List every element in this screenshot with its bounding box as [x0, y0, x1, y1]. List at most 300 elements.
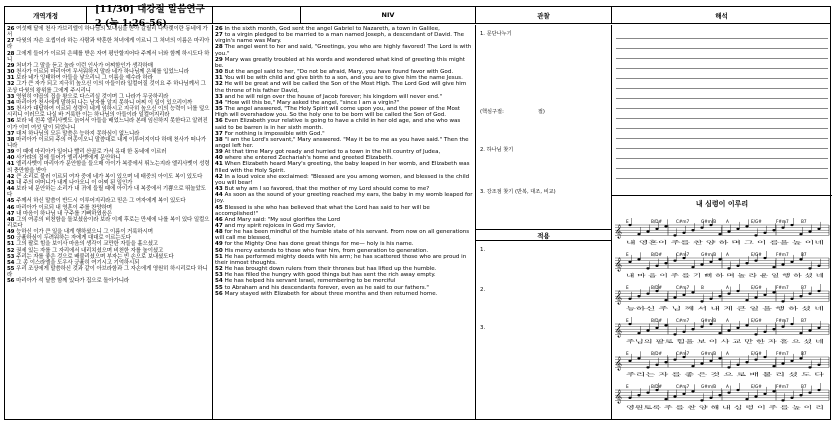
note-head: [637, 394, 640, 396]
verse-text: 그가 큰 자가 되고 지극히 높으신 이의 아들이라 일컬어질 것이요 주 하나님께서 그 조상 다윗의 왕위를 그에게 주시리니: [7, 81, 206, 94]
verse-number: 47: [215, 223, 225, 229]
note-head: [781, 399, 784, 401]
note-head: [646, 267, 649, 269]
chord-symbol: B/D#: [651, 285, 663, 290]
verse-number: 51: [7, 241, 17, 248]
note-head: [817, 327, 820, 329]
note-head: [637, 233, 640, 235]
note-head: [808, 292, 811, 294]
note-head: [754, 234, 757, 236]
verse: [7, 51, 210, 63]
note-head: [754, 259, 757, 261]
verse-text: But the angel said to her, "Do not be afraid, Mary, you have found favor with God.: [224, 69, 454, 76]
music-staves: [612, 209, 832, 414]
verse-number: 49: [7, 229, 17, 236]
verse-number: 50: [215, 247, 225, 254]
note-head: [799, 332, 802, 334]
writing-line: [616, 89, 828, 99]
verse-number: 45: [7, 198, 17, 205]
note-head: [727, 267, 730, 269]
verse: [215, 174, 473, 186]
note-head: [781, 263, 784, 265]
note-head: [763, 393, 766, 395]
note-head: [772, 291, 775, 293]
verse-number: 31: [7, 75, 17, 82]
chord-symbol: B7: [801, 318, 807, 323]
verse-text: Mary was greatly troubled at his words and wondered what kind of greeting this might be.: [215, 56, 465, 69]
note-head: [664, 361, 667, 363]
verse-number: 42: [7, 173, 17, 180]
note-head: [790, 224, 793, 226]
verse-number: 27: [7, 38, 17, 45]
chord-symbol: F#m7: [776, 285, 789, 290]
note-head: [727, 292, 730, 294]
writing-line: [616, 99, 828, 109]
verse-number: 48: [7, 216, 17, 223]
note-head: [763, 232, 766, 234]
verse-number: 51: [215, 253, 225, 260]
verse-number: 35: [215, 106, 225, 113]
chord-symbol: G#m/B: [701, 384, 717, 389]
verse-text: For nothing is impossible with God.": [224, 130, 325, 137]
note-head: [727, 366, 730, 368]
verse-text: for the Mighty One has done great things for me— holy is his name.: [224, 241, 414, 248]
note-head: [736, 228, 739, 230]
note-head: [718, 295, 721, 297]
verse-text: 그의 팔로 힘을 보이사 마음의 생각이 교만한 자들을 흩으셨고: [16, 241, 159, 248]
verse: [7, 118, 210, 130]
verse-number: 33: [215, 93, 225, 100]
chord-symbol: G#m/B: [701, 219, 717, 224]
verse-text: 대저 하나님의 모든 말씀은 능하지 못하심이 없느니라: [16, 130, 140, 137]
note-head: [700, 362, 703, 364]
chord-symbol: F#m7: [776, 219, 789, 224]
verse-text: to Abraham and his descendants forever, even as he said to our fathers.": [224, 284, 429, 291]
verse-number: 38: [7, 136, 17, 143]
note-head: [772, 365, 775, 367]
verse-text: He will be great and will be called the Son of the Most High. The Lord God will give him the throne of his father David,: [215, 81, 467, 94]
note-head: [736, 327, 739, 329]
chord-symbol: A: [726, 318, 729, 323]
verse-text: 그의 여종의 비천함을 돌보셨음이라 보라 이제 후로는 만세에 나를 복이 있다 일컬으리로다: [7, 216, 210, 229]
note-head: [646, 391, 649, 393]
verse-number: 35: [7, 106, 17, 113]
note-head: [799, 258, 802, 260]
writing-line: [616, 59, 828, 69]
chord-symbol: B/D#: [651, 318, 663, 323]
verse: [215, 137, 473, 149]
chord-symbol: E: [626, 318, 629, 323]
verse-number: 29: [7, 62, 17, 69]
verse-number: 41: [215, 161, 225, 168]
note-head: [655, 327, 658, 329]
chord-symbol: A: [726, 252, 729, 257]
note-head: [673, 395, 676, 397]
chord-symbol: C#m7: [676, 351, 690, 356]
note-head: [673, 259, 676, 261]
verse-text: 여섯째 달에 천사 가브리엘이 하나님의 보내심을 받아 갈릴리 나사렛이란 동네에 가서: [7, 26, 208, 39]
verse: [215, 57, 473, 69]
note-head: [700, 226, 703, 228]
chord-symbol: G#m/B: [701, 318, 717, 323]
note-head: [799, 357, 802, 359]
writing-line: [616, 39, 828, 49]
verse-number: 30: [215, 69, 225, 76]
note-head: [628, 360, 631, 362]
verse-number: 31: [215, 75, 225, 82]
note-head: [682, 393, 685, 395]
korean-text-column: [5, 25, 213, 419]
chord-symbol: F#m7: [776, 384, 789, 389]
chord-symbol: B/D#: [651, 219, 663, 224]
chord-symbol: C#m7: [676, 219, 690, 224]
chord-symbol: F#m7: [776, 252, 789, 257]
verse-text: 주께서 하신 말씀이 반드시 이루어지리라고 믿은 그 여자에게 복이 있도다: [16, 198, 186, 205]
verse-text: 긍휼하심이 두려워하는 자에게 대대로 이르는도다: [16, 235, 131, 242]
note-head: [781, 325, 784, 327]
verse-number: 34: [7, 99, 17, 106]
verse-text: Mary stayed with Elizabeth for about three months and then returned home.: [224, 290, 438, 297]
verse-number: 37: [7, 130, 17, 137]
chord-symbol: G#m/B: [701, 252, 717, 257]
interpretation-lines: [616, 29, 828, 179]
observation-column: [476, 25, 612, 419]
verse: [215, 161, 473, 173]
note-head: [655, 228, 658, 230]
verse-text: And Mary said: "My soul glorifies the Lord: [224, 216, 341, 223]
observation-header: 관찰: [476, 7, 612, 23]
lyric-line: 영원토록 주 를 찬 양 해 내 심 령 이 주 를 높 이 리: [626, 406, 727, 411]
verse-text: where she entered Zechariah's home and greeted Elizabeth.: [224, 155, 393, 162]
verse-text: As soon as the sound of your greeting reached my ears, the baby in my womb leaped for joy.: [215, 192, 473, 205]
verse-number: 42: [215, 173, 225, 180]
verse-number: 49: [215, 241, 225, 248]
chord-symbol: E/G#: [751, 318, 762, 323]
verse-number: 36: [7, 118, 17, 125]
verse: [215, 106, 473, 118]
paragraph-division-section: [476, 27, 611, 40]
note-head: [790, 360, 793, 362]
verse: [7, 278, 210, 284]
lyric-line: 능하신 주 님 께 서 내 게 큰 일 을 행 하 셨 네: [626, 307, 716, 312]
note-head: [745, 225, 748, 227]
verse-number: 52: [215, 266, 225, 273]
note-head: [628, 397, 631, 399]
verse-number: 50: [7, 235, 17, 242]
writing-line: [616, 149, 828, 159]
writing-line: [616, 69, 828, 79]
verse-number: 30: [7, 69, 17, 76]
note-head: [808, 267, 811, 269]
verse-text: 사가랴의 집에 들어가 엘리사벳에게 문안하니: [16, 155, 121, 162]
note-head: [700, 399, 703, 401]
note-head: [763, 356, 766, 358]
chord-symbol: B7: [801, 219, 807, 224]
verse-text: He has helped his servant Israel, remembering to be merciful: [224, 278, 396, 285]
chord-symbol: F#m7: [776, 318, 789, 323]
note-head: [727, 391, 730, 393]
verse-text: 다윗의 자손 요셉이라 하는 사람과 약혼한 처녀에게 이르니 그 처녀의 이름은 마리아라: [7, 38, 210, 51]
note-head: [736, 290, 739, 292]
verse-number: 43: [215, 186, 225, 193]
verse-number: 41: [7, 161, 17, 168]
note-head: [799, 394, 802, 396]
note-head: [664, 398, 667, 400]
chord-symbol: F#m7: [776, 351, 789, 356]
chord-symbol: A: [726, 351, 729, 356]
chord-symbol: E: [626, 219, 629, 224]
verse-text: and he will reign over the house of Jacob forever; his kingdom will never end.": [224, 93, 443, 100]
note-head: [691, 291, 694, 293]
chord-symbol: B7: [801, 285, 807, 290]
key-verse-end: 절): [537, 109, 545, 115]
verse-text: In a loud voice she exclaimed: "Blessed are you among women, and blessed is the child you will bear!: [215, 173, 470, 186]
key-verse-label: (핵심구절:: [480, 109, 504, 115]
note-head: [682, 294, 685, 296]
note-head: [817, 228, 820, 230]
note-head: [691, 266, 694, 268]
verse: [7, 38, 210, 50]
find-god-label: 2. 하나님 찾기: [480, 147, 514, 153]
verse-text: 마리아가 이르되 주의 여종이오니 말씀대로 내게 이루어지이다 하매 천사가 떠나가니라: [7, 136, 207, 149]
note-head: [637, 295, 640, 297]
verse-number: 55: [215, 284, 225, 291]
verse: [7, 81, 210, 93]
verse-number: 32: [7, 81, 17, 88]
note-head: [664, 225, 667, 227]
note-head: [655, 389, 658, 391]
chord-symbol: A: [726, 384, 729, 389]
verse-text: 영원히 야곱의 집을 왕으로 다스리실 것이며 그 나라가 무궁하리라: [16, 93, 169, 100]
verse-text: 천사가 대답하여 이르되 성령이 네게 임하시고 지극히 높으신 이의 능력이 너를 덮으시리니 이러므로 나실 바 거룩한 이는 하나님의 아들이라 일컬어지리라: [7, 106, 210, 119]
note-head: [718, 357, 721, 359]
verse-text: 처녀가 그 말을 듣고 놀라 이런 인사가 어찌함인가 생각하매: [16, 62, 153, 69]
note-head: [682, 356, 685, 358]
writing-line: [616, 159, 828, 169]
note-head: [745, 262, 748, 264]
chord-symbol: E/G#: [751, 384, 762, 389]
note-head: [673, 358, 676, 360]
verse-text: 마리아가 천사에게 말하되 나는 남자를 알지 못하니 어찌 이 일이 있으리이까: [16, 99, 193, 106]
verse: [215, 32, 473, 44]
note-head: [736, 364, 739, 366]
note-head: [754, 395, 757, 397]
note-head: [790, 323, 793, 325]
note-head: [781, 300, 784, 302]
note-head: [691, 328, 694, 330]
note-head: [646, 292, 649, 294]
verse: [215, 205, 473, 217]
note-head: [745, 398, 748, 400]
verse-text: and my spirit rejoices in God my Savior,: [224, 223, 336, 229]
note-head: [691, 229, 694, 231]
verse-text: He has performed mighty deeds with his arm; he has scattered those who are proud in their inmost thoughts.: [215, 253, 467, 266]
verse: [215, 118, 473, 130]
verse-text: for he has been mindful of the humble state of his servant. From now on all generations will call me blessed,: [215, 229, 470, 242]
note-head: [655, 290, 658, 292]
note-head: [646, 366, 649, 368]
note-head: [700, 263, 703, 265]
note-head: [799, 295, 802, 297]
verse: [215, 81, 473, 93]
verse-number: 44: [7, 186, 17, 193]
note-head: [817, 265, 820, 267]
lyric-line: 내 영혼이 주를 찬 양 하 며 그 이 름을 높 이네: [626, 241, 718, 246]
verse-text: 천사가 이르되 마리아여 무서워하지 말라 네가 하나님께 은혜를 입었느니라: [16, 69, 189, 76]
verse-text: "How will this be," Mary asked the angel, "since I am a virgin?": [224, 99, 400, 106]
chord-symbol: C#m7: [676, 285, 690, 290]
chord-symbol: E/G#: [751, 252, 762, 257]
verse-text: 주리는 자를 좋은 것으로 배불리셨으며 부자는 빈 손으로 보내셨도다: [16, 253, 174, 260]
verse-text: At that time Mary got ready and hurried to a town in the hill country of Judea,: [224, 149, 441, 156]
note-head: [682, 331, 685, 333]
verse: [7, 217, 210, 229]
note-head: [673, 234, 676, 236]
verse: [215, 291, 473, 297]
verse-number: 46: [215, 216, 225, 223]
note-head: [799, 233, 802, 235]
note-head: [637, 332, 640, 334]
verse-text: 마리아가 석 달쯤 함께 있다가 집으로 돌아가니라: [16, 278, 129, 285]
chord-symbol: B7: [801, 384, 807, 389]
note-head: [736, 389, 739, 391]
note-head: [628, 298, 631, 300]
find-god-section: [476, 143, 611, 156]
chord-symbol: C#m7: [676, 384, 690, 389]
chord-symbol: E: [626, 384, 629, 389]
verse-text: Blessed is she who has believed that what the Lord has said to her will be accomplished!": [215, 204, 430, 217]
verse-text: When Elizabeth heard Mary's greeting, the baby leaped in her womb, and Elizabeth was filled with the Holy Spirit.: [215, 161, 470, 174]
verse-number: 28: [215, 44, 225, 51]
note-head: [664, 324, 667, 326]
interpretation-header: 해석: [715, 11, 728, 20]
verse-number: 27: [215, 32, 225, 39]
note-head: [808, 230, 811, 232]
verse-number: 55: [7, 266, 17, 273]
note-head: [718, 332, 721, 334]
note-head: [727, 230, 730, 232]
note-head: [763, 294, 766, 296]
application-item-3: 3.: [480, 325, 486, 331]
application-item-2: 2.: [480, 287, 486, 293]
verse-text: 권세 있는 자를 그 자리에서 내리치셨으며 비천한 자를 높이셨고: [16, 247, 164, 254]
interpretation-column: [612, 25, 832, 419]
verse-number: 53: [7, 253, 17, 260]
hymn-title: 내 심령이 이루리: [695, 200, 749, 208]
page-title: [11/30] 대강절 말씀연구 2 (눅 1:26-56): [87, 7, 213, 23]
verse-number: 36: [215, 118, 225, 125]
verse-text: The angel went to her and said, "Greetings, you who are highly favored! The Lord is with you.": [215, 44, 472, 57]
chord-symbol: E: [626, 252, 629, 257]
note-head: [781, 226, 784, 228]
chord-symbol: G#m/B: [701, 351, 717, 356]
chord-symbol: C#m7: [676, 318, 690, 323]
lyric-line: 주리는 자 를 좋 은 것 으 로 배 불 리 셨 도 다: [626, 373, 716, 378]
note-head: [718, 233, 721, 235]
key-verse-section: [476, 105, 611, 118]
note-head: [736, 265, 739, 267]
writing-line: [616, 139, 828, 149]
note-head: [772, 266, 775, 268]
niv-verses: [213, 25, 475, 298]
chord-symbol: E: [626, 351, 629, 356]
note-head: [763, 257, 766, 259]
note-head: [628, 323, 631, 325]
note-head: [664, 262, 667, 264]
note-head: [808, 391, 811, 393]
note-head: [709, 224, 712, 226]
niv-text-column: [213, 25, 476, 419]
verse-number: 56: [7, 278, 17, 285]
verse: [215, 192, 473, 204]
note-head: [790, 298, 793, 300]
verse: [7, 161, 210, 173]
note-head: [673, 296, 676, 298]
verse-text: 보라 네 문안하는 소리가 내 귀에 들릴 때에 아이가 내 복중에서 기쁨으로 뛰놀았도다: [7, 186, 206, 199]
note-head: [709, 360, 712, 362]
chord-symbol: E/G#: [751, 285, 762, 290]
verse-text: He has brought down rulers from their thrones but has lifted up the humble.: [224, 266, 437, 273]
verse-number: 47: [7, 210, 17, 217]
verse-text: 큰 소리로 불러 이르되 여자 중에 네가 복이 있으며 네 태중의 아이도 복이 있도다: [16, 173, 203, 180]
verse-number: 56: [215, 290, 225, 297]
verse-number: 45: [215, 204, 225, 211]
verse-text: to a virgin pledged to be married to a man named Joseph, a descendant of David. The virgin's name was Mary.: [215, 32, 465, 45]
note-head: [817, 364, 820, 366]
note-head: [700, 300, 703, 302]
verse-number: 54: [215, 278, 225, 285]
note-head: [754, 358, 757, 360]
verse: [215, 229, 473, 241]
verse-text: 보라 네 친족 엘리사벳도 늙어서 아들을 배었느니라 본래 임신하지 못한다고 알려진 이가 이미 여섯 달이 되었나니: [7, 118, 208, 131]
verse-text: His mercy extends to those who fear him, from generation to generation.: [224, 247, 429, 254]
verse-number: 29: [215, 56, 225, 63]
verse-number: 26: [7, 26, 17, 32]
note-head: [718, 258, 721, 260]
note-head: [709, 323, 712, 325]
note-head: [754, 296, 757, 298]
version-label: 개역개정: [5, 7, 87, 23]
verse-number: 33: [7, 93, 17, 100]
writing-line: [616, 109, 828, 119]
note-head: [691, 365, 694, 367]
verse-number: 52: [7, 247, 17, 254]
chord-symbol: B/D#: [651, 384, 663, 389]
writing-line: [616, 119, 828, 129]
verse: [7, 266, 210, 278]
note-head: [682, 232, 685, 234]
verse-text: 내 마음이 하나님 내 구주를 기뻐하였음은: [16, 210, 112, 217]
note-head: [817, 389, 820, 391]
verse-text: 내 주의 어머니가 내게 나아오니 이 어찌 된 일인가: [16, 179, 133, 186]
note-head: [772, 229, 775, 231]
verse-text: 능하신 이가 큰 일을 내게 행하셨으니 그 이름이 거룩하시며: [16, 229, 153, 236]
verse-number: 28: [7, 50, 17, 57]
note-head: [718, 394, 721, 396]
note-head: [682, 257, 685, 259]
paragraph-division-label: 1. 문단나누기: [480, 31, 512, 37]
note-head: [637, 258, 640, 260]
note-head: [817, 290, 820, 292]
lyric-line: 내 마 음 이 주 를 기 뻐 하 며 놀 라 운 일 행 하 셨 네: [626, 274, 731, 279]
chord-symbol: E/G#: [751, 219, 762, 224]
verse-number: 48: [215, 229, 225, 236]
note-head: [745, 361, 748, 363]
writing-line: [616, 79, 828, 89]
note-head: [646, 230, 649, 232]
verse-text: 우리 조상에게 말씀하신 것과 같이 아브라함과 그 자손에게 영원히 하시리로다 하니라: [7, 266, 208, 279]
note-head: [808, 329, 811, 331]
